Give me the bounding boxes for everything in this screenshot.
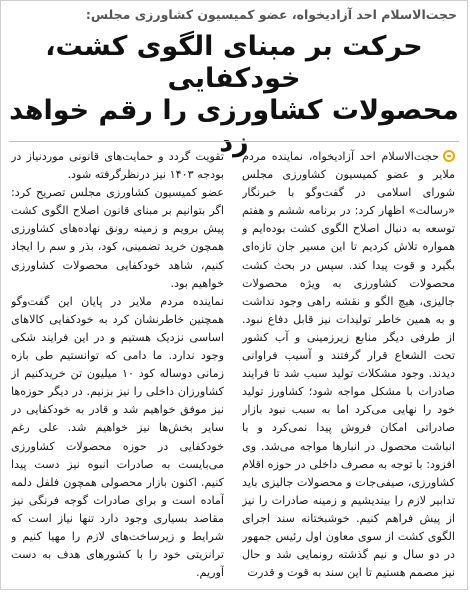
article-column-right [242,148,455,583]
column-left-paragraph-3: نماینده مردم ملایر در پایان این گفت‌وگو همچنین خاطرنشان کرد به خودکفایی کالاهای اساسی نزدیک هستیم و در این فرایند شکی وجود ندارد. ما دامی که توانستیم طی بازه زمانی دوساله کود ۱۰ میلیون تن خریدکنیم از کشاورزان داخلی را نیز بزنیم. در دیگر حوزه‌ها نیز موفق خواهیم شد و قادر به خودکفایی در سایر بخش‌ها نیز خواهیم شد. علی رغم خودکفایی در حوزه محصولات کشاورزی می‌بایست به صادرات انبوه نیز دست پیدا کنیم. اکنون بازار محصولی همچون فلفل دلمه آماده است و برای صادرات گوجه فرنگی نیز مقاصد بسیاری وجود دارد تنها نیاز است که شرایط و زیرساخت‌های لازم را مهیا کنیم و ترانزیتی خود را با کشورهای هدف به دست آوریم. [11,294,224,580]
column-right-paragraph [242,148,455,582]
headline-line-1: حرکت بر مبنای الگوی کشت، خودکفایی [45,31,423,94]
article-headline [9,31,459,158]
article-column-left [11,148,224,583]
column-left-paragraph-1: تقویت گردد و حمایت‌های قانونی موردنیاز در بودجه ۱۴۰۳ نیز درنظرگرفته شود. [11,150,224,182]
column-left-paragraph-2: عضو کمیسیون کشاورزی مجلس تصریح کرد: اگر بتوانیم بر مبنای قانون اصلاح الگوی کشت پیش برویم و زمینه رونق نهاده‌های کشاورزی همچون خرید تضمینی، کود، بذر و سم را ایجاد کنیم، شاهد خودکفایی محصولات کشاورزی خواهیم بود. [11,186,224,290]
headline-line-2: محصولات کشاورزی را رقم خواهد زد [9,94,459,158]
article-kicker: حجت‌الاسلام احد آزادیخواه، عضو کمیسیون کشاورزی مجلس: [85,7,457,22]
headline-divider [9,141,459,142]
paragraph-bullet-icon [443,150,455,162]
column-right-text: حجت‌الاسلام احد آزادیخواه، نماینده مردم ملایر و عضو کمیسیون کشاورزی مجلس شورای اسلامی در گفت‌وگو با خبرنگار «رسالت» اظهار کرد: در برنامه ششم و هفتم توسعه به دنبال اصلاح الگوی کشت بوده‌ایم و همواره تلاش کردیم تا این مسیر جان تازه‌ای بگیرد و قوت پیدا کند. سپس در بحث کشت محصولات کشاورزی به ویژه محصولات جالیزی، هیچ الگو و نقشه راهی وجود نداشت و به همین خاطر تولیدات نیز قابل دفاع نبود. از طرفی دیگر منابع زیرزمینی و آب کشور تحت الشعاع قرار گرفتند و آسیب فراوانی دیدند. وجود مشکلات تولید سبب شد تا فرایند صادرات با مشکل مواجه شود؛ کشاورز تولید خود را نهایی می‌کرد اما به سبب نبود بازار صادراتی امکان فروش پیدا نمی‌کرد و با انباشت محصول در انبارها مواجه می‌شد. وی افزود: با توجه به مصرف داخلی در حوزه اقلام کشاورزی، صیفی‌جات و محصولات جالیزی باید تدابیر لازم را بیندیشیم و زمینه صادرات را نیز از پیش فراهم کنیم. خوشبختانه سند اجرای الگوی کشت از سوی معاون اول رئیس جمهور در دو سال و نیم گذشته رونمایی شد و حال نیز مصمم هستیم تا این سند به قوت و قدرت [242,150,455,580]
